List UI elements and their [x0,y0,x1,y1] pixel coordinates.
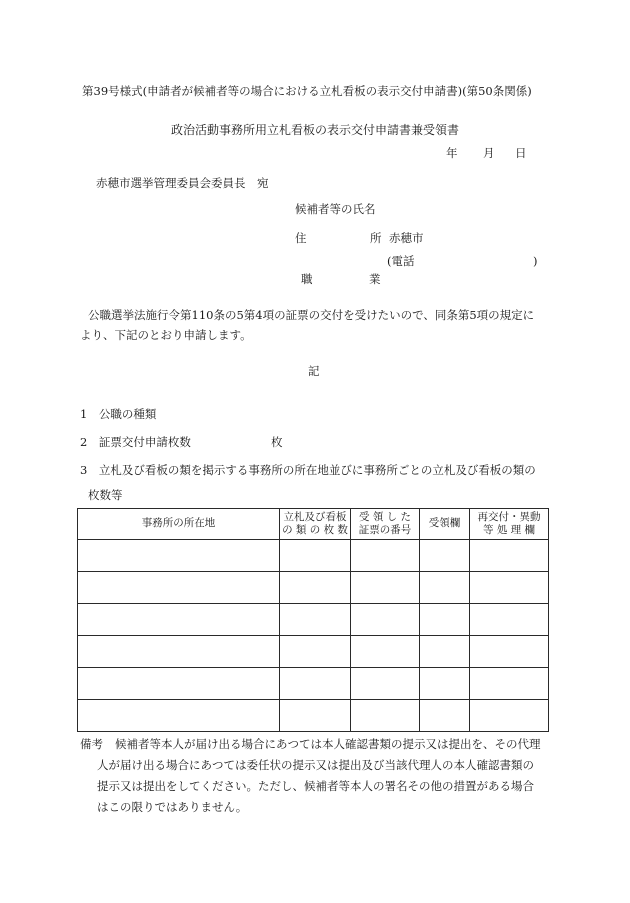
cell-receipt[interactable] [420,572,470,604]
address-label-part1: 住 [295,231,307,245]
note-line2: 人が届け出る場合にあつては委任状の提示又は提出及び当該代理人の本人確認書類の [97,758,534,772]
candidate-name-label: 候補者等の氏名 [295,202,376,216]
cell-location[interactable] [78,636,280,668]
document-title: 政治活動事務所用立札看板の表示交付申請書兼受領書 [170,123,459,137]
address-label-part2: 所 [370,231,382,245]
cell-sign-count[interactable] [280,636,351,668]
ki-heading: 記 [308,364,320,378]
address-value: 赤穂市 [389,231,424,245]
cell-reissue[interactable] [470,668,549,700]
note-line1: 候補者等本人が届け出る場合にあつては本人確認書類の提示又は提出を、その代理 [115,737,541,751]
occupation-label-part1: 職 [301,272,313,286]
addressee: 赤穂市選挙管理委員会委員長 宛 [96,176,269,190]
cell-location[interactable] [78,604,280,636]
note-line3: 提示又は提出をしてください。ただし、候補者等本人の署名その他の措置がある場合 [97,779,534,793]
cell-receipt[interactable] [420,668,470,700]
item-office-type: 1 公職の種類 [80,407,157,421]
cell-certificate-number[interactable] [351,700,420,732]
header-receipt: 受領欄 [420,509,470,540]
office-sign-table [77,508,549,732]
cell-receipt[interactable] [420,540,470,572]
cell-sign-count[interactable] [280,540,351,572]
cell-sign-count[interactable] [280,668,351,700]
cell-sign-count[interactable] [280,700,351,732]
cell-certificate-number[interactable] [351,636,420,668]
cell-sign-count[interactable] [280,604,351,636]
header-reissue-line2: 等 処 理 欄 [482,524,535,536]
note-line4: はこの限りではありません。 [97,800,248,814]
cell-location[interactable] [78,668,280,700]
item-certificate-count: 2 証票交付申請枚数 [80,435,191,449]
phone-close-paren: ) [533,254,538,268]
header-sign-count [280,509,351,540]
cell-reissue[interactable] [470,540,549,572]
table-header-row [78,509,549,540]
cell-certificate-number[interactable] [351,572,420,604]
cell-receipt[interactable] [420,604,470,636]
cell-receipt[interactable] [420,700,470,732]
item-office-locations: 3 立札及び看板の類を掲示する事務所の所在地並びに事務所ごとの立札及び看板の類の [80,463,536,477]
header-sign-count-line2: の 類 の 枚 数 [282,524,348,536]
item-office-locations-cont: 枚数等 [88,488,123,502]
table-row [78,572,549,604]
header-certificate-number-line2: 証票の番号 [358,524,412,536]
cell-certificate-number[interactable] [351,540,420,572]
date-day-label: 日 [515,146,527,160]
cell-location[interactable] [78,540,280,572]
date-year-label: 年 [446,146,458,160]
cell-receipt[interactable] [420,636,470,668]
cell-reissue[interactable] [470,572,549,604]
cell-certificate-number[interactable] [351,668,420,700]
note-label: 備考 [80,737,103,751]
body-text-line1: 公職選挙法施行令第110条の5第4項の証票の交付を受けたいので、同条第5項の規定に [88,308,535,322]
phone-label: (電話 [387,254,415,268]
cell-reissue[interactable] [470,604,549,636]
occupation-label-part2: 業 [369,272,381,286]
header-certificate-number-line1: 受 領 し た [358,510,411,523]
cell-reissue[interactable] [470,700,549,732]
cell-location[interactable] [78,572,280,604]
table-row [78,636,549,668]
cell-sign-count[interactable] [280,572,351,604]
cell-reissue[interactable] [470,636,549,668]
date-month-label: 月 [483,146,495,160]
header-reissue-line1: 再交付・異動 [477,510,541,523]
table-row [78,668,549,700]
table-body [78,540,549,732]
item-certificate-count-unit: 枚 [271,435,283,449]
form-number: 第39号様式(申請者が候補者等の場合における立札看板の表示交付申請書)(第50条関係) [82,84,532,98]
header-certificate-number [351,509,420,540]
table-row [78,700,549,732]
cell-certificate-number[interactable] [351,604,420,636]
cell-location[interactable] [78,700,280,732]
header-location: 事務所の所在地 [78,509,280,540]
body-text-line2: より、下記のとおり申請します。 [80,328,252,342]
table-row [78,604,549,636]
header-reissue [470,509,549,540]
header-sign-count-line1: 立札及び看板 [283,510,347,523]
table-row [78,540,549,572]
